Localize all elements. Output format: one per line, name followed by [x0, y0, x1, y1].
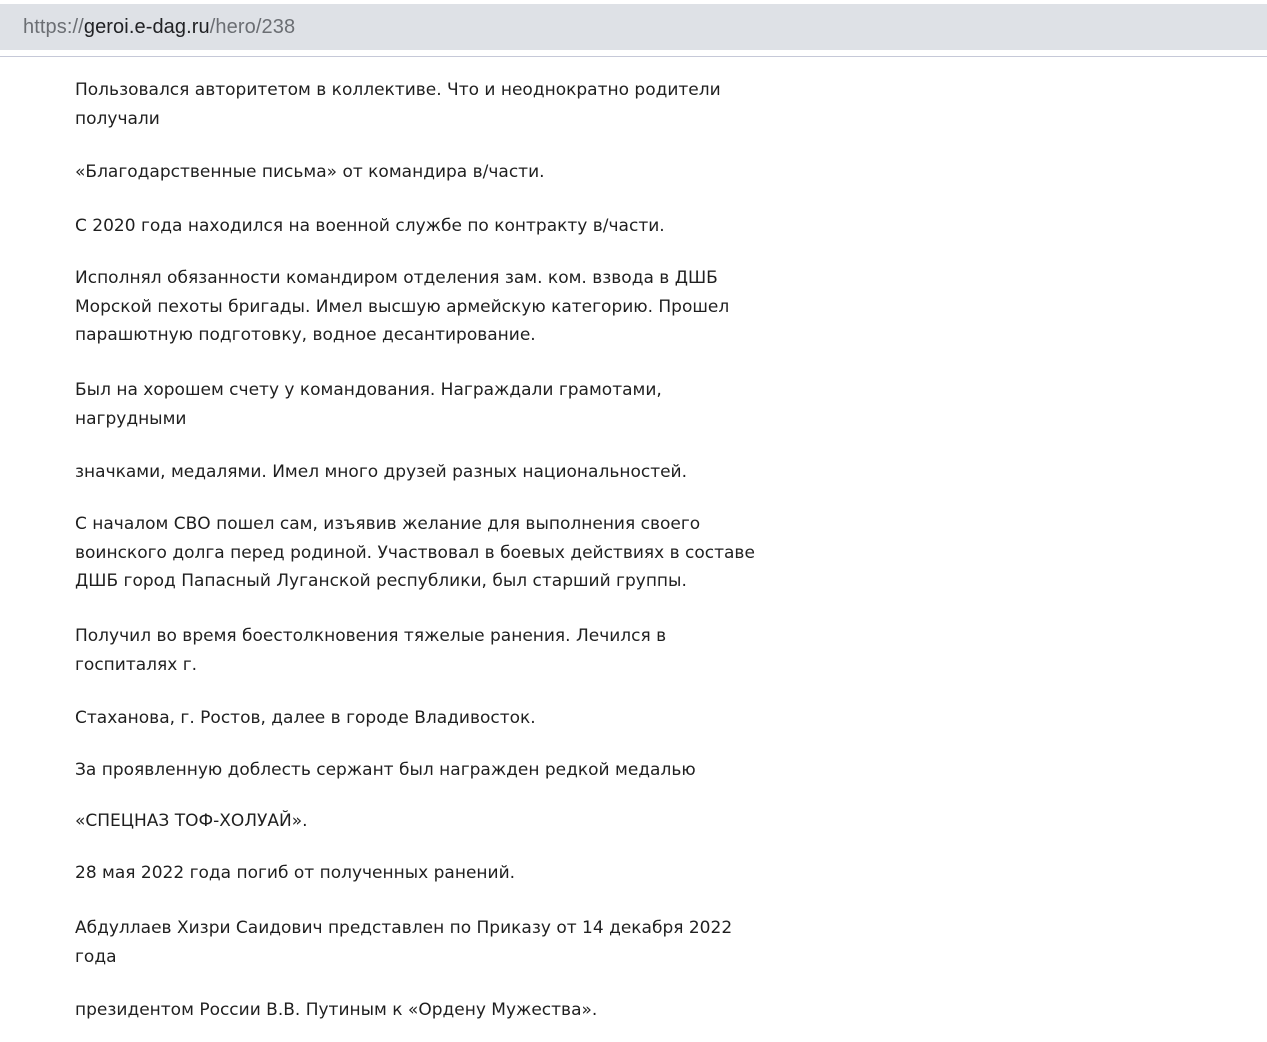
- paragraph-line: «СПЕЦНАЗ ТОФ-ХОЛУАЙ».: [75, 811, 308, 831]
- url-host: geroi.e-dag.ru: [83, 15, 210, 38]
- paragraph-line: Исполнял обязанности командиром отделения зам. ком. взвода в ДШБ: [75, 268, 718, 288]
- paragraph-line: 28 мая 2022 года погиб от полученных ранений.: [75, 863, 516, 883]
- paragraph-line: Пользовался авторитетом в коллективе. Что и неоднократно родители: [75, 80, 721, 100]
- paragraph: [75, 264, 765, 350]
- paragraph: [75, 914, 765, 971]
- paragraph: [75, 158, 765, 187]
- paragraph: [75, 859, 765, 888]
- address-bar[interactable]: [0, 4, 1267, 50]
- toolbar-divider: [0, 56, 1267, 57]
- paragraph-line: С 2020 года находился на военной службе по контракту в/части.: [75, 216, 665, 236]
- paragraph-line: Получил во время боестолкновения тяжелые ранения. Лечился в: [75, 626, 667, 646]
- paragraph: [75, 510, 765, 596]
- paragraph: [75, 996, 765, 1025]
- paragraph-line: президентом России В.В. Путиным к «Ордену Мужества».: [75, 1000, 598, 1020]
- paragraph-line: Абдуллаев Хизри Саидович представлен по Приказу от 14 декабря 2022: [75, 918, 733, 938]
- paragraph: [75, 622, 765, 679]
- url-scheme: https://: [23, 15, 84, 38]
- paragraph: [75, 76, 765, 133]
- paragraph: [75, 376, 765, 433]
- paragraph-line: госпиталях г.: [75, 654, 198, 675]
- paragraph-line: воинского долга перед родиной. Участвовал в боевых действиях в составе: [75, 542, 755, 563]
- paragraph: [75, 704, 765, 733]
- paragraph-line: парашютную подготовку, водное десантирование.: [75, 325, 536, 345]
- paragraph-line: значками, медалями. Имел много друзей разных национальностей.: [75, 462, 688, 482]
- paragraph-line: нагрудными: [75, 408, 187, 429]
- url-path: /hero/238: [209, 15, 296, 38]
- paragraph: [75, 807, 765, 836]
- paragraph: [75, 756, 765, 785]
- paragraph-line: получали: [75, 108, 160, 129]
- paragraph-line: года: [75, 946, 117, 967]
- paragraph-line: ДШБ город Папасный Луганской республики, был старший группы.: [75, 571, 687, 591]
- paragraph-line: С началом СВО пошел сам, изъявив желание для выполнения своего: [75, 514, 701, 534]
- paragraph: [75, 458, 765, 487]
- paragraph-line: Морской пехоты бригады. Имел высшую армейскую категорию. Прошел: [75, 296, 730, 317]
- paragraph-line: За проявленную доблесть сержант был награжден редкой медалью: [75, 760, 696, 780]
- paragraph-line: «Благодарственные письма» от командира в/части.: [75, 162, 545, 182]
- paragraph-line: Стаханова, г. Ростов, далее в городе Владивосток.: [75, 708, 536, 728]
- paragraph: [75, 212, 765, 241]
- paragraph-line: Был на хорошем счету у командования. Награждали грамотами,: [75, 380, 662, 400]
